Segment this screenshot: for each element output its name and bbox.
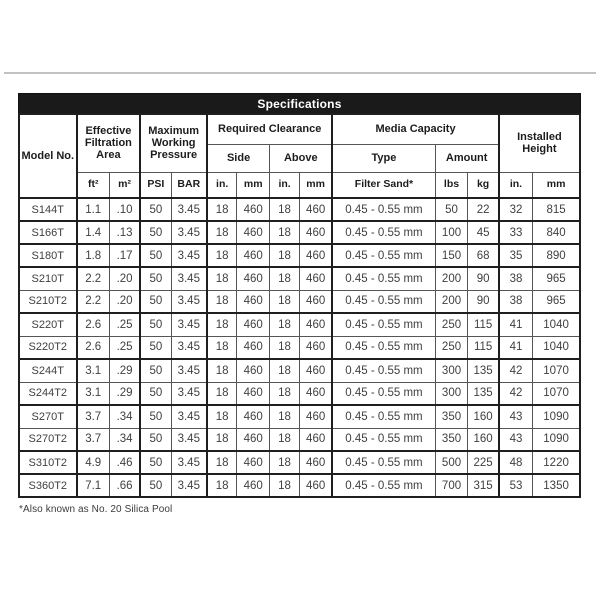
value-cell: 200 xyxy=(435,267,468,290)
value-cell: 50 xyxy=(140,221,171,244)
value-cell: 1220 xyxy=(533,451,580,474)
value-cell: 0.45 - 0.55 mm xyxy=(332,244,435,267)
value-cell: 90 xyxy=(468,290,499,313)
header-above: Above xyxy=(270,144,333,172)
value-cell: .20 xyxy=(109,290,140,313)
value-cell: 50 xyxy=(140,428,171,451)
value-cell: 1350 xyxy=(533,474,580,497)
table-row xyxy=(19,382,580,405)
model-cell: S270T xyxy=(19,405,77,428)
value-cell: 43 xyxy=(499,405,533,428)
header-installed-height: Installed Height xyxy=(499,114,580,172)
value-cell: 1090 xyxy=(533,405,580,428)
value-cell: 0.45 - 0.55 mm xyxy=(332,405,435,428)
value-cell: 250 xyxy=(435,313,468,336)
value-cell: 53 xyxy=(499,474,533,497)
value-cell: 32 xyxy=(499,198,533,221)
value-cell: 460 xyxy=(237,405,270,428)
value-cell: 840 xyxy=(533,221,580,244)
value-cell: 460 xyxy=(299,359,332,382)
value-cell: 460 xyxy=(299,244,332,267)
value-cell: 1.8 xyxy=(77,244,110,267)
table-row xyxy=(19,428,580,451)
value-cell: 18 xyxy=(207,405,237,428)
value-cell: 18 xyxy=(270,474,300,497)
value-cell: 0.45 - 0.55 mm xyxy=(332,313,435,336)
value-cell: .34 xyxy=(109,428,140,451)
value-cell: 460 xyxy=(299,198,332,221)
value-cell: .13 xyxy=(109,221,140,244)
model-cell: S180T xyxy=(19,244,77,267)
table-row xyxy=(19,405,580,428)
header-model-no: Model No. xyxy=(19,114,77,198)
unit-lbs: lbs xyxy=(435,172,468,198)
value-cell: 700 xyxy=(435,474,468,497)
specifications-section xyxy=(18,93,581,515)
value-cell: 200 xyxy=(435,290,468,313)
value-cell: .66 xyxy=(109,474,140,497)
unit-filter-sand: Filter Sand* xyxy=(332,172,435,198)
model-cell: S310T2 xyxy=(19,451,77,474)
value-cell: 115 xyxy=(468,313,499,336)
value-cell: 2.2 xyxy=(77,267,110,290)
value-cell: .10 xyxy=(109,198,140,221)
value-cell: 460 xyxy=(299,336,332,359)
value-cell: 33 xyxy=(499,221,533,244)
spec-table-body xyxy=(19,198,580,497)
value-cell: 460 xyxy=(299,221,332,244)
value-cell: 35 xyxy=(499,244,533,267)
table-row xyxy=(19,359,580,382)
value-cell: 460 xyxy=(299,474,332,497)
value-cell: 3.45 xyxy=(171,244,207,267)
value-cell: 3.45 xyxy=(171,405,207,428)
table-row xyxy=(19,313,580,336)
unit-psi: PSI xyxy=(140,172,171,198)
value-cell: 18 xyxy=(207,336,237,359)
value-cell: 3.45 xyxy=(171,428,207,451)
value-cell: 965 xyxy=(533,290,580,313)
value-cell: 50 xyxy=(140,359,171,382)
value-cell: 18 xyxy=(207,198,237,221)
value-cell: 4.9 xyxy=(77,451,110,474)
value-cell: 965 xyxy=(533,267,580,290)
value-cell: 18 xyxy=(270,290,300,313)
value-cell: 150 xyxy=(435,244,468,267)
header-amount: Amount xyxy=(435,144,499,172)
model-cell: S144T xyxy=(19,198,77,221)
value-cell: 22 xyxy=(468,198,499,221)
value-cell: 1070 xyxy=(533,382,580,405)
footnote: *Also known as No. 20 Silica Pool xyxy=(19,504,173,515)
value-cell: 460 xyxy=(299,267,332,290)
unit-kg: kg xyxy=(468,172,499,198)
value-cell: 18 xyxy=(207,382,237,405)
value-cell: 38 xyxy=(499,290,533,313)
value-cell: .20 xyxy=(109,267,140,290)
value-cell: 3.45 xyxy=(171,382,207,405)
value-cell: 7.1 xyxy=(77,474,110,497)
value-cell: 50 xyxy=(140,313,171,336)
value-cell: 160 xyxy=(468,405,499,428)
value-cell: .46 xyxy=(109,451,140,474)
header-required-clearance: Required Clearance xyxy=(207,114,332,144)
value-cell: 2.6 xyxy=(77,313,110,336)
value-cell: 0.45 - 0.55 mm xyxy=(332,451,435,474)
unit-bar: BAR xyxy=(171,172,207,198)
value-cell: 18 xyxy=(270,336,300,359)
value-cell: 815 xyxy=(533,198,580,221)
value-cell: 300 xyxy=(435,382,468,405)
value-cell: 460 xyxy=(237,267,270,290)
value-cell: 460 xyxy=(237,221,270,244)
value-cell: 0.45 - 0.55 mm xyxy=(332,474,435,497)
specifications-table xyxy=(18,113,581,498)
value-cell: 1040 xyxy=(533,336,580,359)
value-cell: 18 xyxy=(207,244,237,267)
unit-m2: m² xyxy=(109,172,140,198)
value-cell: 50 xyxy=(140,382,171,405)
value-cell: 115 xyxy=(468,336,499,359)
table-row xyxy=(19,221,580,244)
value-cell: 90 xyxy=(468,267,499,290)
value-cell: 38 xyxy=(499,267,533,290)
value-cell: 500 xyxy=(435,451,468,474)
value-cell: 18 xyxy=(270,267,300,290)
table-row xyxy=(19,267,580,290)
value-cell: 1040 xyxy=(533,313,580,336)
unit-height-in: in. xyxy=(499,172,533,198)
value-cell: 50 xyxy=(140,198,171,221)
model-cell: S270T2 xyxy=(19,428,77,451)
value-cell: .29 xyxy=(109,359,140,382)
value-cell: 0.45 - 0.55 mm xyxy=(332,336,435,359)
value-cell: 45 xyxy=(468,221,499,244)
value-cell: 18 xyxy=(207,313,237,336)
value-cell: 0.45 - 0.55 mm xyxy=(332,290,435,313)
value-cell: 18 xyxy=(207,451,237,474)
value-cell: 48 xyxy=(499,451,533,474)
unit-side-in: in. xyxy=(207,172,237,198)
value-cell: 460 xyxy=(299,428,332,451)
value-cell: 250 xyxy=(435,336,468,359)
value-cell: 3.45 xyxy=(171,290,207,313)
value-cell: 18 xyxy=(270,451,300,474)
table-header xyxy=(19,114,580,198)
value-cell: 0.45 - 0.55 mm xyxy=(332,198,435,221)
value-cell: 18 xyxy=(207,474,237,497)
table-row xyxy=(19,198,580,221)
value-cell: .25 xyxy=(109,336,140,359)
value-cell: 460 xyxy=(299,313,332,336)
value-cell: 460 xyxy=(299,405,332,428)
value-cell: 50 xyxy=(140,336,171,359)
value-cell: 0.45 - 0.55 mm xyxy=(332,359,435,382)
value-cell: 42 xyxy=(499,382,533,405)
value-cell: 460 xyxy=(237,428,270,451)
unit-side-mm: mm xyxy=(237,172,270,198)
value-cell: 50 xyxy=(435,198,468,221)
value-cell: 3.45 xyxy=(171,336,207,359)
model-cell: S210T2 xyxy=(19,290,77,313)
value-cell: 3.45 xyxy=(171,221,207,244)
value-cell: 3.45 xyxy=(171,474,207,497)
value-cell: 18 xyxy=(270,428,300,451)
value-cell: 890 xyxy=(533,244,580,267)
model-cell: S166T xyxy=(19,221,77,244)
value-cell: 460 xyxy=(237,359,270,382)
value-cell: 50 xyxy=(140,474,171,497)
value-cell: 460 xyxy=(237,474,270,497)
value-cell: 300 xyxy=(435,359,468,382)
value-cell: 2.6 xyxy=(77,336,110,359)
value-cell: .25 xyxy=(109,313,140,336)
model-cell: S220T xyxy=(19,313,77,336)
unit-height-mm: mm xyxy=(533,172,580,198)
value-cell: 18 xyxy=(270,198,300,221)
value-cell: 0.45 - 0.55 mm xyxy=(332,428,435,451)
value-cell: 3.1 xyxy=(77,359,110,382)
value-cell: 18 xyxy=(207,359,237,382)
value-cell: 3.45 xyxy=(171,359,207,382)
value-cell: 41 xyxy=(499,336,533,359)
value-cell: 460 xyxy=(237,244,270,267)
value-cell: 3.45 xyxy=(171,451,207,474)
value-cell: 50 xyxy=(140,290,171,313)
value-cell: 460 xyxy=(237,336,270,359)
value-cell: 42 xyxy=(499,359,533,382)
table-row xyxy=(19,290,580,313)
value-cell: 3.45 xyxy=(171,313,207,336)
value-cell: 460 xyxy=(299,382,332,405)
header-type: Type xyxy=(332,144,435,172)
value-cell: .34 xyxy=(109,405,140,428)
unit-above-in: in. xyxy=(270,172,300,198)
value-cell: 18 xyxy=(270,359,300,382)
value-cell: 18 xyxy=(207,221,237,244)
table-row xyxy=(19,451,580,474)
model-cell: S244T2 xyxy=(19,382,77,405)
value-cell: 3.7 xyxy=(77,405,110,428)
value-cell: 350 xyxy=(435,405,468,428)
table-row xyxy=(19,336,580,359)
value-cell: 0.45 - 0.55 mm xyxy=(332,221,435,244)
value-cell: 50 xyxy=(140,405,171,428)
model-cell: S244T xyxy=(19,359,77,382)
table-row xyxy=(19,474,580,497)
value-cell: 315 xyxy=(468,474,499,497)
value-cell: 50 xyxy=(140,451,171,474)
header-media-capacity: Media Capacity xyxy=(332,114,498,144)
value-cell: 50 xyxy=(140,244,171,267)
table-title: Specifications xyxy=(18,93,581,113)
value-cell: 460 xyxy=(299,290,332,313)
value-cell: 2.2 xyxy=(77,290,110,313)
header-effective-filtration-area: Effective Filtration Area xyxy=(77,114,141,172)
value-cell: 1070 xyxy=(533,359,580,382)
value-cell: 225 xyxy=(468,451,499,474)
value-cell: 18 xyxy=(270,405,300,428)
model-cell: S360T2 xyxy=(19,474,77,497)
value-cell: 460 xyxy=(237,290,270,313)
value-cell: 1090 xyxy=(533,428,580,451)
value-cell: 18 xyxy=(270,244,300,267)
value-cell: 18 xyxy=(207,428,237,451)
value-cell: 0.45 - 0.55 mm xyxy=(332,382,435,405)
table-row xyxy=(19,244,580,267)
value-cell: 1.1 xyxy=(77,198,110,221)
value-cell: 68 xyxy=(468,244,499,267)
value-cell: 0.45 - 0.55 mm xyxy=(332,267,435,290)
value-cell: 460 xyxy=(299,451,332,474)
value-cell: 18 xyxy=(270,382,300,405)
value-cell: 135 xyxy=(468,359,499,382)
value-cell: 18 xyxy=(207,267,237,290)
value-cell: 18 xyxy=(207,290,237,313)
value-cell: 50 xyxy=(140,267,171,290)
header-side: Side xyxy=(207,144,270,172)
value-cell: .29 xyxy=(109,382,140,405)
value-cell: 18 xyxy=(270,313,300,336)
header-maximum-working-pressure: Maximum Working Pressure xyxy=(140,114,207,172)
value-cell: 43 xyxy=(499,428,533,451)
value-cell: 3.45 xyxy=(171,198,207,221)
page-top-rule xyxy=(4,72,596,74)
value-cell: 135 xyxy=(468,382,499,405)
value-cell: 460 xyxy=(237,451,270,474)
unit-above-mm: mm xyxy=(299,172,332,198)
value-cell: 100 xyxy=(435,221,468,244)
value-cell: 350 xyxy=(435,428,468,451)
value-cell: 460 xyxy=(237,382,270,405)
value-cell: 3.45 xyxy=(171,267,207,290)
value-cell: 160 xyxy=(468,428,499,451)
value-cell: .17 xyxy=(109,244,140,267)
value-cell: 3.7 xyxy=(77,428,110,451)
value-cell: 18 xyxy=(270,221,300,244)
model-cell: S220T2 xyxy=(19,336,77,359)
unit-ft2: ft² xyxy=(77,172,110,198)
value-cell: 460 xyxy=(237,313,270,336)
value-cell: 460 xyxy=(237,198,270,221)
model-cell: S210T xyxy=(19,267,77,290)
value-cell: 1.4 xyxy=(77,221,110,244)
value-cell: 41 xyxy=(499,313,533,336)
value-cell: 3.1 xyxy=(77,382,110,405)
